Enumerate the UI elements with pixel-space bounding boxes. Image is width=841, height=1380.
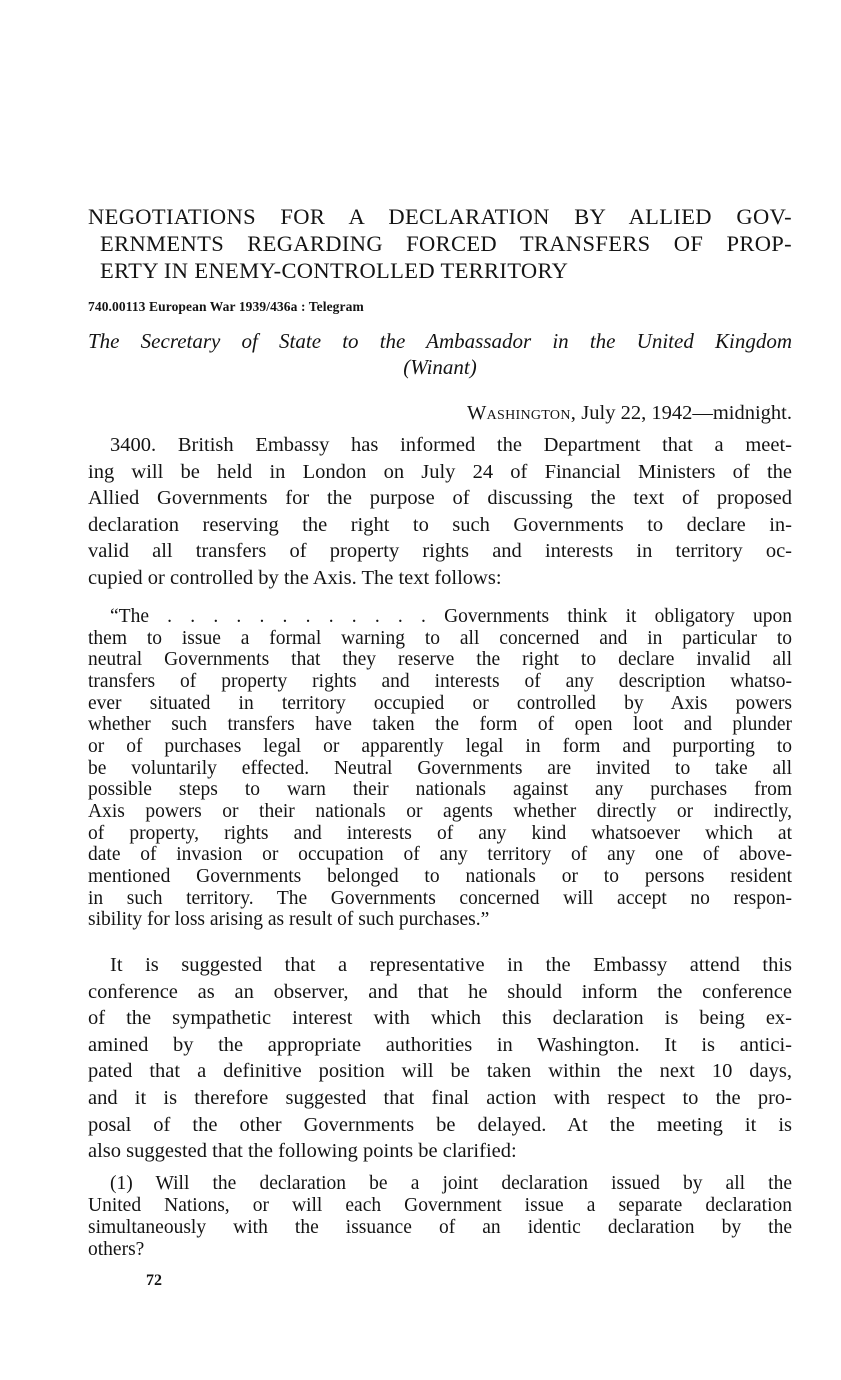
paragraph-suggestion: [88, 952, 792, 1165]
text-line: sibility for loss arising as result of such purchases.”: [88, 909, 490, 931]
dateline-place: Washington,: [466, 402, 577, 424]
text-line: of the sympathetic interest with which this declaration is being ex-: [88, 1007, 792, 1030]
text-line: also suggested that the following points be clarified:: [88, 1140, 517, 1163]
text-line: Allied Governments for the purpose of discussing the text of proposed: [88, 487, 792, 510]
text-line: pated that a definitive position will be taken within the next 10 days,: [88, 1060, 792, 1083]
text-line: ing will be held in London on July 24 of Financial Ministers of the: [88, 460, 792, 483]
text-line: them to issue a formal warning to all concerned and in particular to: [88, 627, 792, 649]
text-line: posal of the other Governments be delayed. At the meeting it is: [88, 1113, 792, 1136]
document-heading: [88, 203, 792, 284]
text-line: transfers of property rights and interests of any description whatso-: [88, 670, 792, 692]
text-line: ever situated in territory occupied or controlled by Axis powers: [88, 692, 792, 714]
subtitle-line: The Secretary of State to the Ambassador in the United Kingdom: [88, 329, 792, 353]
text-line: (1) Will the declaration be a joint declaration issued by all the: [110, 1173, 792, 1194]
document-subtitle: [88, 328, 792, 380]
subtitle-line: (Winant): [403, 355, 477, 379]
text-line: “The . . . . . . . . . . . . Governments think it obligatory upon: [110, 606, 792, 627]
text-line: mentioned Governments belonged to nationals or to persons resident: [88, 865, 792, 887]
text-line: or of purchases legal or apparently legal in form and purporting to: [88, 735, 792, 757]
text-line: valid all transfers of property rights and interests in territory oc-: [88, 540, 792, 563]
text-line: possible steps to warn their nationals against any purchases from: [88, 779, 792, 801]
text-line: date of invasion or occupation of any territory of any one of above-: [88, 844, 792, 866]
dateline-date: July 22, 1942—midnight.: [581, 402, 792, 424]
text-line: in such territory. The Governments concerned will accept no respon-: [88, 887, 792, 909]
text-line: of property, rights and interests of any kind whatsoever which at: [88, 822, 792, 844]
quoted-declaration: [88, 606, 792, 931]
dateline: [467, 402, 792, 425]
text-line: neutral Governments that they reserve the right to declare invalid all: [88, 649, 792, 671]
page-number: 72: [146, 1272, 162, 1289]
text-line: conference as an observer, and that he should inform the conference: [88, 980, 792, 1003]
text-line: whether such transfers have taken the form of open loot and plunder: [88, 714, 792, 736]
heading-line: ERNMENTS REGARDING FORCED TRANSFERS OF PROP-: [100, 231, 792, 256]
heading-line: NEGOTIATIONS FOR A DECLARATION BY ALLIED GOV-: [88, 204, 792, 229]
text-line: It is suggested that a representative in the Embassy attend this: [110, 954, 792, 976]
text-line: and it is therefore suggested that final action with respect to the pro-: [88, 1086, 792, 1109]
text-line: Axis powers or their nationals or agents whether directly or indirectly,: [88, 800, 792, 822]
text-line: be voluntarily effected. Neutral Governments are invited to take all: [88, 757, 792, 779]
question-1: [88, 1173, 792, 1261]
text-line: United Nations, or will each Government issue a separate declaration: [88, 1195, 792, 1216]
text-line: amined by the appropriate authorities in Washington. It is antici-: [88, 1033, 792, 1056]
text-line: simultaneously with the issuance of an identic declaration by the: [88, 1217, 792, 1238]
text-line: declaration reserving the right to such Governments to declare in-: [88, 513, 792, 536]
heading-line: ERTY IN ENEMY-CONTROLLED TERRITORY: [100, 258, 569, 283]
text-line: cupied or controlled by the Axis. The text follows:: [88, 566, 502, 589]
text-line: others?: [88, 1239, 145, 1260]
text-line: 3400. British Embassy has informed the Department that a meet-: [110, 434, 792, 456]
document-page: [88, 0, 792, 1380]
file-reference: 740.00113 European War 1939/436a : Telegram: [88, 299, 364, 314]
paragraph-telegram-body: [88, 432, 792, 592]
